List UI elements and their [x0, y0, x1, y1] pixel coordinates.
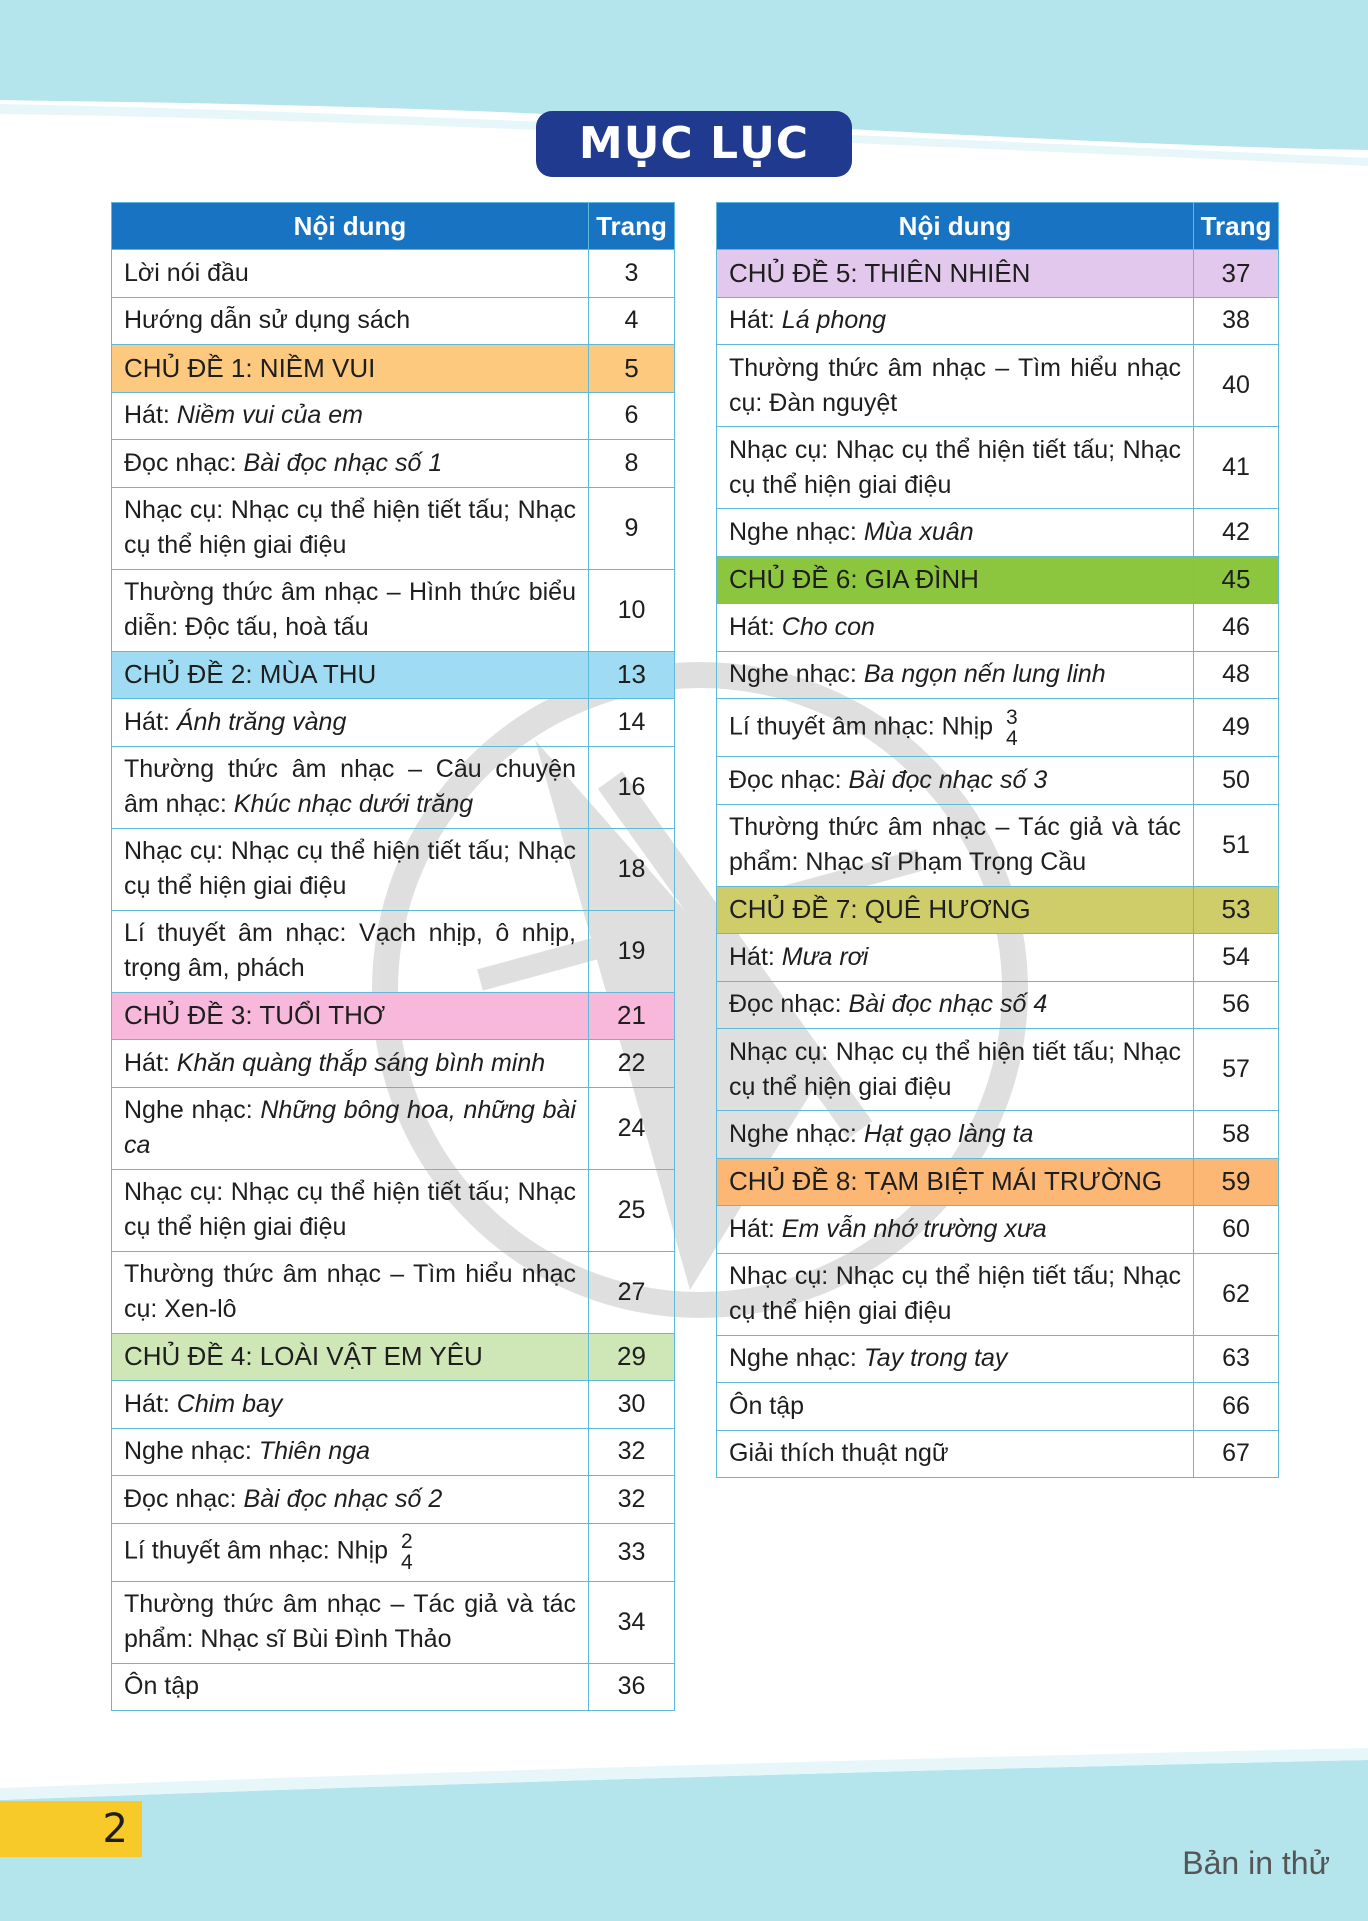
entry-work-title: Ba ngọn nến lung linh	[863, 660, 1106, 689]
entry-text: Nhạc cụ: Nhạc cụ thể hiện tiết tấu; Nhạc cụ thể hiện giai điệu	[729, 1037, 1181, 1101]
page-title: MỤC LỤC	[536, 111, 852, 177]
toc-row	[112, 569, 675, 651]
entry-page-number: 42	[1194, 509, 1279, 557]
entry-text: Thường thức âm nhạc – Tác giả và tác phẩm: Nhạc sĩ Phạm Trọng Cầu	[729, 813, 1181, 876]
entry-text: CHỦ ĐỀ 1: NIỀM VUI	[124, 352, 376, 383]
entry-text: CHỦ ĐỀ 3: TUỔI THƠ	[124, 1000, 386, 1031]
time-signature	[401, 1531, 413, 1573]
entry-title	[717, 1206, 1194, 1254]
entry-text: Thường thức âm nhạc – Tìm hiểu nhạc cụ: Đàn nguyệt	[729, 353, 1181, 417]
toc-row	[717, 345, 1279, 427]
toc-row	[112, 297, 675, 345]
column-header-page: Trang	[589, 203, 675, 250]
toc-row	[717, 757, 1279, 805]
entry-page-number: 34	[589, 1581, 675, 1663]
entry-page-number: 46	[1194, 604, 1279, 652]
entry-title	[717, 1430, 1194, 1478]
entry-work-title: Khăn quàng thắp sáng bình minh	[176, 1048, 546, 1077]
page-number-badge: 2	[0, 1801, 142, 1857]
entry-work-title: Hạt gạo làng ta	[863, 1119, 1034, 1148]
entry-page-number: 60	[1194, 1206, 1279, 1254]
column-header-page: Trang	[1194, 203, 1279, 250]
entry-work-title: Lá phong	[781, 306, 887, 335]
toc-row	[717, 934, 1279, 982]
entry-text: Hát:	[729, 612, 782, 641]
entry-page-number: 27	[589, 1251, 675, 1333]
entry-title	[112, 345, 589, 393]
topic-row	[717, 1158, 1279, 1206]
entry-title	[112, 910, 589, 992]
entry-work-title: Bài đọc nhạc số 3	[848, 765, 1048, 794]
entry-title	[112, 828, 589, 910]
topic-row	[112, 992, 675, 1040]
entry-title	[717, 1383, 1194, 1431]
toc-row	[112, 1251, 675, 1333]
entry-title	[112, 1428, 589, 1476]
entry-work-title: Khúc nhạc dưới trăng	[233, 790, 474, 818]
toc-row	[112, 1581, 675, 1663]
entry-page-number: 63	[1194, 1335, 1279, 1383]
toc-row	[717, 1029, 1279, 1111]
toc-row	[717, 297, 1279, 345]
toc-row	[717, 651, 1279, 699]
entry-page-number: 33	[589, 1523, 675, 1581]
entry-text: Nghe nhạc:	[729, 1344, 864, 1373]
toc-row	[717, 427, 1279, 509]
entry-text: Hát:	[124, 1048, 177, 1077]
toc-row	[717, 804, 1279, 886]
entry-work-title: Thiên nga	[258, 1437, 371, 1466]
entry-title	[112, 992, 589, 1040]
entry-page-number: 8	[589, 440, 675, 488]
entry-title	[112, 440, 589, 488]
entry-page-number: 13	[589, 651, 675, 699]
entry-text: Nghe nhạc:	[124, 1096, 261, 1124]
entry-text: Nhạc cụ: Nhạc cụ thể hiện tiết tấu; Nhạc cụ thể hiện giai điệu	[124, 1178, 576, 1241]
entry-work-title: Tay trong tay	[863, 1344, 1008, 1373]
entry-page-number: 62	[1194, 1253, 1279, 1335]
entry-title	[717, 981, 1194, 1029]
entry-work-title: Cho con	[781, 612, 875, 641]
toc-row	[112, 1663, 675, 1711]
entry-title	[717, 757, 1194, 805]
entry-page-number: 16	[589, 746, 675, 828]
entry-text: Hát:	[729, 1214, 782, 1243]
entry-title	[717, 250, 1194, 298]
entry-text: Nhạc cụ: Nhạc cụ thể hiện tiết tấu; Nhạc cụ thể hiện giai điệu	[124, 837, 576, 900]
entry-text: Hướng dẫn sử dụng sách	[124, 306, 411, 335]
entry-text: Hát:	[124, 1389, 177, 1418]
entry-text: Lời nói đầu	[124, 258, 249, 287]
toc-row	[112, 910, 675, 992]
entry-page-number: 66	[1194, 1383, 1279, 1431]
entry-title	[112, 1169, 589, 1251]
time-signature	[1006, 707, 1018, 749]
entry-page-number: 56	[1194, 981, 1279, 1029]
entry-title	[112, 651, 589, 699]
entry-page-number: 51	[1194, 804, 1279, 886]
entry-text: Thường thức âm nhạc – Tìm hiểu nhạc cụ: Xen-lô	[124, 1260, 576, 1323]
entry-text: CHỦ ĐỀ 5: THIÊN NHIÊN	[729, 257, 1031, 288]
entry-page-number: 49	[1194, 699, 1279, 757]
entry-page-number: 67	[1194, 1430, 1279, 1478]
entry-page-number: 6	[589, 392, 675, 440]
entry-page-number: 48	[1194, 651, 1279, 699]
time-signature-denominator: 4	[400, 1551, 413, 1574]
entry-page-number: 36	[589, 1663, 675, 1711]
entry-title	[717, 1253, 1194, 1335]
entry-page-number: 19	[589, 910, 675, 992]
entry-title	[717, 651, 1194, 699]
entry-title	[112, 1523, 589, 1581]
entry-text: Nhạc cụ: Nhạc cụ thể hiện tiết tấu; Nhạc cụ thể hiện giai điệu	[124, 496, 576, 559]
draft-label: Bản in thử	[1182, 1845, 1330, 1881]
entry-text: Đọc nhạc:	[124, 1484, 244, 1513]
entry-title	[112, 297, 589, 345]
entry-title	[112, 1581, 589, 1663]
entry-page-number: 18	[589, 828, 675, 910]
entry-title	[112, 392, 589, 440]
toc-row	[717, 1430, 1279, 1478]
entry-title	[112, 1381, 589, 1429]
entry-work-title: Em vẫn nhớ trường xưa	[781, 1214, 1047, 1243]
toc-row	[112, 1040, 675, 1088]
entry-title	[112, 1251, 589, 1333]
entry-text: Nghe nhạc:	[729, 517, 864, 546]
entry-work-title: Mùa xuân	[863, 517, 974, 546]
entry-work-title: Bài đọc nhạc số 2	[243, 1484, 443, 1513]
entry-text: Lí thuyết âm nhạc: Nhịp	[124, 1536, 395, 1565]
entry-text: Nhạc cụ: Nhạc cụ thể hiện tiết tấu; Nhạc cụ thể hiện giai điệu	[729, 1262, 1181, 1325]
entry-title	[112, 1087, 589, 1169]
toc-row	[717, 1253, 1279, 1335]
toc-row	[112, 1428, 675, 1476]
toc-row	[717, 981, 1279, 1029]
toc-row	[717, 1383, 1279, 1431]
entry-text: Nhạc cụ: Nhạc cụ thể hiện tiết tấu; Nhạc cụ thể hiện giai điệu	[729, 435, 1181, 499]
entry-text: CHỦ ĐỀ 7: QUÊ HƯƠNG	[729, 894, 1031, 925]
entry-text: CHỦ ĐỀ 4: LOÀI VẬT EM YÊU	[124, 1341, 483, 1372]
entry-page-number: 10	[589, 569, 675, 651]
entry-page-number: 37	[1194, 250, 1279, 298]
entry-text: Hát:	[729, 942, 782, 971]
entry-title	[717, 1111, 1194, 1159]
entry-page-number: 24	[589, 1087, 675, 1169]
entry-text: Đọc nhạc:	[124, 448, 244, 477]
toc-row	[112, 828, 675, 910]
entry-page-number: 14	[589, 699, 675, 747]
toc-row	[112, 1169, 675, 1251]
entry-title	[717, 509, 1194, 557]
topic-row	[717, 886, 1279, 934]
entry-page-number: 53	[1194, 886, 1279, 934]
entry-title	[717, 804, 1194, 886]
toc-row	[112, 1476, 675, 1524]
topic-row	[112, 651, 675, 699]
entry-title	[717, 297, 1194, 345]
entry-text: Hát:	[124, 401, 177, 430]
entry-text: Nghe nhạc:	[729, 1119, 864, 1148]
entry-page-number: 32	[589, 1428, 675, 1476]
toc-row	[717, 1335, 1279, 1383]
entry-text: Hát:	[729, 306, 782, 335]
entry-page-number: 30	[589, 1381, 675, 1429]
entry-title	[717, 427, 1194, 509]
entry-page-number: 3	[589, 250, 675, 298]
entry-text: Giải thích thuật ngữ	[729, 1439, 949, 1468]
bottom-wave-band	[0, 1740, 1368, 1921]
entry-text: Đọc nhạc:	[729, 990, 849, 1019]
toc-row	[112, 699, 675, 747]
entry-page-number: 5	[589, 345, 675, 393]
toc-row	[717, 699, 1279, 757]
entry-title	[717, 886, 1194, 934]
toc-row	[112, 746, 675, 828]
entry-work-title: Niềm vui của em	[176, 401, 363, 430]
entry-work-title: Ánh trăng vàng	[176, 707, 347, 736]
time-signature-denominator: 4	[1005, 726, 1018, 750]
entry-work-title: Bài đọc nhạc số 4	[848, 990, 1048, 1019]
entry-page-number: 40	[1194, 345, 1279, 427]
entry-page-number: 59	[1194, 1158, 1279, 1206]
entry-text: Thường thức âm nhạc – Hình thức biểu diễn: Độc tấu, hoà tấu	[124, 578, 576, 641]
time-signature-numerator: 3	[1005, 705, 1018, 729]
entry-page-number: 25	[589, 1169, 675, 1251]
entry-text: Hát:	[124, 707, 177, 736]
topic-row	[717, 556, 1279, 604]
toc-row	[112, 392, 675, 440]
entry-title	[717, 934, 1194, 982]
entry-text: Lí thuyết âm nhạc: Vạch nhịp, ô nhịp, trọng âm, phách	[124, 919, 576, 982]
entry-title	[112, 746, 589, 828]
entry-text: Đọc nhạc:	[729, 765, 849, 794]
toc-row	[112, 250, 675, 298]
entry-title	[717, 604, 1194, 652]
toc-row	[112, 440, 675, 488]
toc-row	[112, 487, 675, 569]
entry-page-number: 45	[1194, 556, 1279, 604]
topic-row	[112, 1333, 675, 1381]
entry-title	[112, 699, 589, 747]
entry-page-number: 38	[1194, 297, 1279, 345]
topic-row	[112, 345, 675, 393]
entry-title	[717, 556, 1194, 604]
entry-text: Nghe nhạc:	[124, 1437, 259, 1466]
toc-table-left	[111, 202, 675, 1711]
toc-row	[717, 1206, 1279, 1254]
entry-title	[112, 487, 589, 569]
entry-title	[112, 569, 589, 651]
entry-text: CHỦ ĐỀ 8: TẠM BIỆT MÁI TRƯỜNG	[729, 1166, 1163, 1197]
entry-work-title: Bài đọc nhạc số 1	[243, 448, 443, 477]
entry-title	[717, 1158, 1194, 1206]
toc-row	[112, 1087, 675, 1169]
entry-text: CHỦ ĐỀ 2: MÙA THU	[124, 659, 377, 690]
entry-page-number: 41	[1194, 427, 1279, 509]
entry-page-number: 57	[1194, 1029, 1279, 1111]
entry-work-title: Những bông hoa, những bài ca	[124, 1096, 576, 1159]
entry-text: Ôn tập	[124, 1672, 200, 1701]
entry-text: Lí thuyết âm nhạc: Nhịp	[729, 712, 1000, 741]
entry-work-title: Mưa rơi	[781, 942, 869, 971]
time-signature-numerator: 2	[400, 1530, 413, 1553]
toc-row	[717, 1111, 1279, 1159]
entry-title	[112, 1476, 589, 1524]
toc-row	[112, 1523, 675, 1581]
entry-title	[717, 1335, 1194, 1383]
topic-row	[717, 250, 1279, 298]
entry-title	[112, 1040, 589, 1088]
entry-work-title: Chim bay	[176, 1389, 283, 1418]
entry-text: Thường thức âm nhạc – Tác giả và tác phẩm: Nhạc sĩ Bùi Đình Thảo	[124, 1590, 576, 1653]
entry-title	[717, 345, 1194, 427]
entry-title	[112, 1663, 589, 1711]
entry-page-number: 22	[589, 1040, 675, 1088]
entry-page-number: 4	[589, 297, 675, 345]
entry-page-number: 54	[1194, 934, 1279, 982]
toc-row	[717, 509, 1279, 557]
entry-text: CHỦ ĐỀ 6: GIA ĐÌNH	[729, 564, 979, 595]
entry-page-number: 58	[1194, 1111, 1279, 1159]
entry-title	[717, 1029, 1194, 1111]
column-header-content: Nội dung	[717, 203, 1194, 250]
entry-title	[112, 1333, 589, 1381]
entry-text: Thường thức âm nhạc – Câu chuyện âm nhạc:	[124, 755, 576, 818]
entry-page-number: 29	[589, 1333, 675, 1381]
toc-table-right	[716, 202, 1279, 1478]
entry-title	[717, 699, 1194, 757]
entry-page-number: 50	[1194, 757, 1279, 805]
toc-row	[717, 604, 1279, 652]
entry-text: Nghe nhạc:	[729, 660, 864, 689]
entry-page-number: 32	[589, 1476, 675, 1524]
entry-text: Ôn tập	[729, 1391, 805, 1420]
entry-page-number: 9	[589, 487, 675, 569]
entry-title	[112, 250, 589, 298]
entry-page-number: 21	[589, 992, 675, 1040]
toc-row	[112, 1381, 675, 1429]
column-header-content: Nội dung	[112, 203, 589, 250]
